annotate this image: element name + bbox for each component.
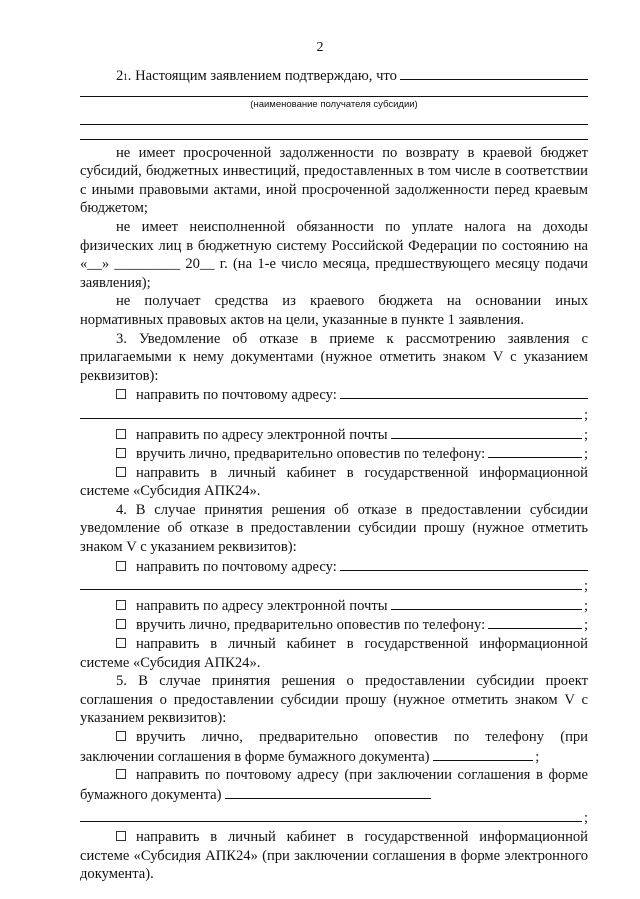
recipient-caption: (наименование получателя субсидии) (250, 98, 418, 110)
s4-email-label: направить по адресу электронной почты (136, 597, 388, 614)
s3-post-option[interactable] (80, 385, 588, 405)
s3-post-field-2[interactable] (80, 405, 582, 419)
s5-post-field[interactable] (225, 785, 431, 799)
s4-post-label: направить по почтовому адресу: (136, 558, 337, 575)
s3-cabinet-checkbox[interactable] (116, 467, 126, 477)
s3-personal-label: вручить лично, предварительно оповестив по телефону: (136, 446, 486, 463)
s4-post-option[interactable] (80, 557, 588, 577)
s4-personal-label: вручить лично, предварительно оповестив по телефону: (136, 617, 486, 634)
confirm-item-2: не имеет неисполненной обязанности по уплате налога на доходы физических лиц в бюджетную систему Российской Федерации по состоянию на «__» _________ 20__ г. (на 1-е число месяца, предшествующего месяцу подачи заявления); (80, 218, 588, 291)
s3-post-line-2 (80, 405, 588, 425)
semicolon: ; (583, 446, 588, 463)
s3-phone-field[interactable] (488, 444, 582, 458)
s3-cabinet-option[interactable] (80, 464, 588, 501)
section-5-heading: 5. В случае принятия решения о предоставлении субсидии проект соглашения о предоставлении субсидии прошу (нужное отметить знаком V с указанием реквизитов): (80, 673, 588, 727)
s4-email-field[interactable] (391, 596, 582, 610)
s5-post-label: направить по почтовому адресу (при заключении соглашения в форме бумажного документа) (80, 767, 588, 803)
s5-cabinet-option[interactable] (80, 828, 588, 884)
s3-cabinet-label: направить в личный кабинет в государственной информационной системе «Субсидия АПК24». (80, 464, 588, 500)
intro-line: 2 1 . Настоящим заявлением подтверждаю, что (80, 66, 588, 86)
s3-personal-checkbox[interactable] (116, 448, 126, 458)
confirm-item-3: не получает средства из краевого бюджета на основании иных нормативных правовых актов на цели, указанные в пункте 1 заявления. (80, 293, 588, 328)
recipient-name-field[interactable] (400, 66, 588, 80)
s5-personal-label: вручить лично, предварительно оповестив по телефону (при заключении соглашения в форме бумажного документа) (80, 729, 588, 765)
semicolon: ; (583, 617, 588, 634)
intro-text: . Настоящим заявлением подтверждаю, что (127, 68, 397, 84)
s3-email-option[interactable] (80, 425, 588, 445)
s4-personal-checkbox[interactable] (116, 619, 126, 629)
semicolon: ; (583, 426, 588, 443)
s4-post-field-2[interactable] (80, 576, 582, 590)
s4-personal-option[interactable] (80, 615, 588, 635)
s5-post-field-2[interactable] (80, 808, 582, 822)
semicolon: ; (583, 597, 588, 614)
semicolon: ; (583, 578, 588, 595)
section-3-heading: 3. Уведомление об отказе в приеме к рассмотрению заявления с прилагаемыми к нему документами (нужное отметить знаком V с указанием реквизитов): (80, 330, 588, 384)
section-4-heading: 4. В случае принятия решения об отказе в предоставлении субсидии уведомление об отказе в предоставлении субсидии прошу (нужное отметить знаком V с указанием реквизитов): (80, 501, 588, 556)
s3-email-field[interactable] (391, 425, 582, 439)
intro-number: 2 (116, 68, 124, 84)
s5-phone-field[interactable] (433, 747, 533, 761)
s4-email-option[interactable] (80, 596, 588, 616)
document-body (80, 66, 588, 884)
recipient-name-line-2[interactable] (80, 96, 588, 97)
s3-email-checkbox[interactable] (116, 429, 126, 439)
s4-email-checkbox[interactable] (116, 600, 126, 610)
s5-cabinet-label: направить в личный кабинет в государственной информационной системе «Субсидия АПК24» (при заключении соглашения в форме электронного документа). (80, 828, 588, 883)
s5-personal-checkbox[interactable] (116, 731, 126, 741)
s3-post-checkbox[interactable] (116, 389, 126, 399)
s4-post-line-2 (80, 576, 588, 596)
recipient-name-line-3[interactable] (80, 124, 588, 125)
s4-cabinet-checkbox[interactable] (116, 638, 126, 648)
s5-cabinet-checkbox[interactable] (116, 831, 126, 841)
s4-cabinet-option[interactable] (80, 635, 588, 672)
s4-phone-field[interactable] (488, 615, 582, 629)
s5-post-checkbox[interactable] (116, 769, 126, 779)
s4-post-field[interactable] (340, 557, 588, 571)
s4-post-checkbox[interactable] (116, 561, 126, 571)
s3-personal-option[interactable] (80, 444, 588, 464)
s3-email-label: направить по адресу электронной почты (136, 426, 388, 443)
s5-post-line-2 (80, 808, 588, 828)
s4-cabinet-label: направить в личный кабинет в государственной информационной системе «Субсидия АПК24». (80, 636, 588, 671)
semicolon: ; (535, 748, 540, 765)
confirm-item-1: не имеет просроченной задолженности по возврату в краевой бюджет субсидий, бюджетных инвестиций, предоставленных в том числе в соответствии с иными правовыми актами, иной просроченной задолженности перед краевым бюджетом; (80, 144, 588, 217)
page-number: 2 (316, 40, 324, 55)
s3-post-field[interactable] (340, 385, 588, 399)
s3-post-label: направить по почтовому адресу: (136, 387, 337, 404)
s5-personal-option[interactable] (80, 728, 588, 766)
s5-post-option[interactable] (80, 766, 588, 804)
semicolon: ; (583, 810, 588, 827)
semicolon: ; (583, 406, 588, 423)
